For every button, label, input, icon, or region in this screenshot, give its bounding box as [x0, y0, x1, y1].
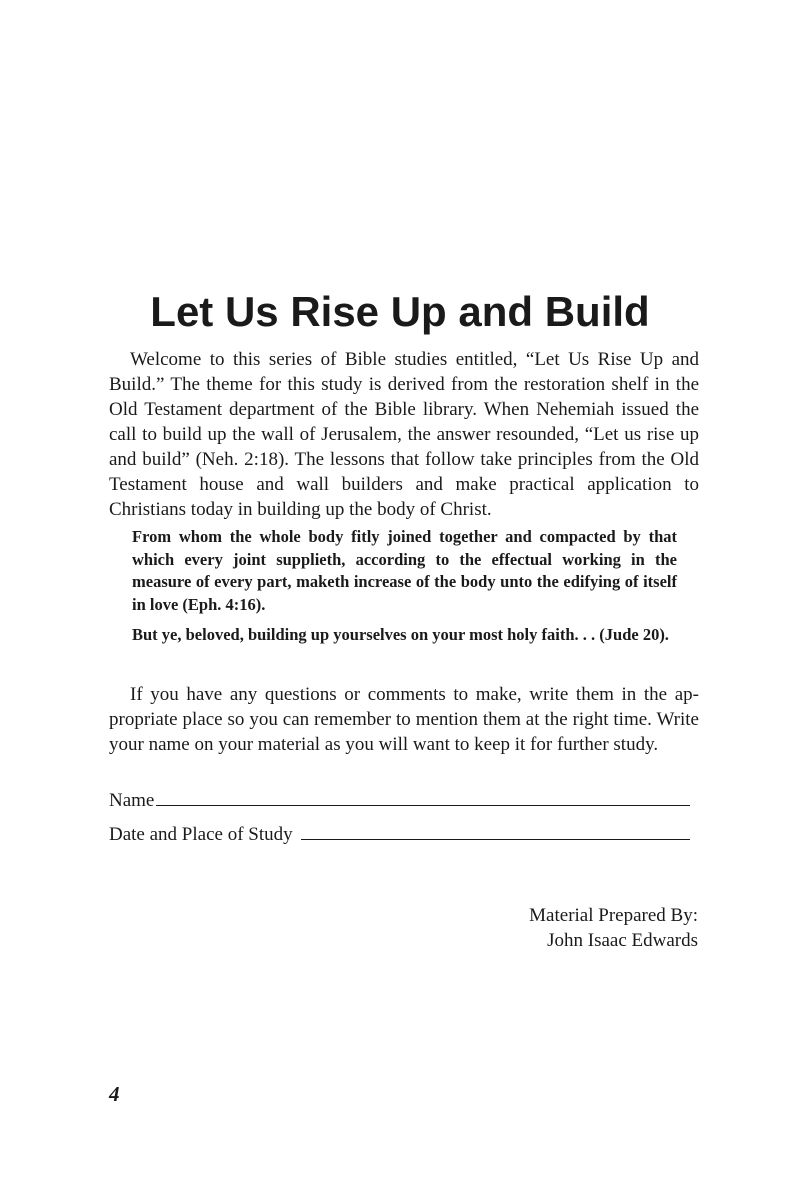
name-field-row	[109, 787, 690, 813]
author-name: John Isaac Edwards	[547, 930, 698, 951]
date-place-label: Date and Place of Study	[109, 824, 293, 845]
date-place-field-row	[109, 821, 690, 847]
page-title: Let Us Rise Up and Build	[150, 288, 650, 335]
intro-paragraph: Welcome to this series of Bible studies entitled, “Let Us Rise Up and Build.” The theme for this study is derived from the restoration shelf in the Old Testament department of the Bible library. When Nehemiah issued the call to build up the wall of Jerusalem, the answer resounded, “Let us rise up and build” (Neh. 2:18). The lessons that follow take principles from the Old Testament house and wall builders and make practical application to Christians today in building up the body of Christ.	[109, 349, 699, 520]
date-place-blank-line[interactable]	[301, 821, 690, 840]
name-label: Name	[109, 790, 155, 811]
name-blank-line[interactable]	[156, 787, 690, 806]
prepared-by-label: Material Prepared By:	[529, 905, 698, 926]
scripture-quote-jude: But ye, beloved, building up yourselves on your most holy faith. . . (Jude 20).	[132, 625, 669, 644]
prepared-by-block	[529, 903, 698, 953]
scripture-quote-eph: From whom the whole body fitly joined together and compacted by that which every joint supplieth, according to the effectual working in the measure of every part, maketh increase of the body unto the edifying of itself in love (Eph. 4:16).	[132, 527, 677, 614]
page-number: 4	[109, 1082, 120, 1106]
instructions-paragraph: If you have any questions or comments to make, write them in the appropriate place so you can remember to mention them at the right time. Write your name on your material as you will want to keep it for further study.	[109, 684, 699, 755]
